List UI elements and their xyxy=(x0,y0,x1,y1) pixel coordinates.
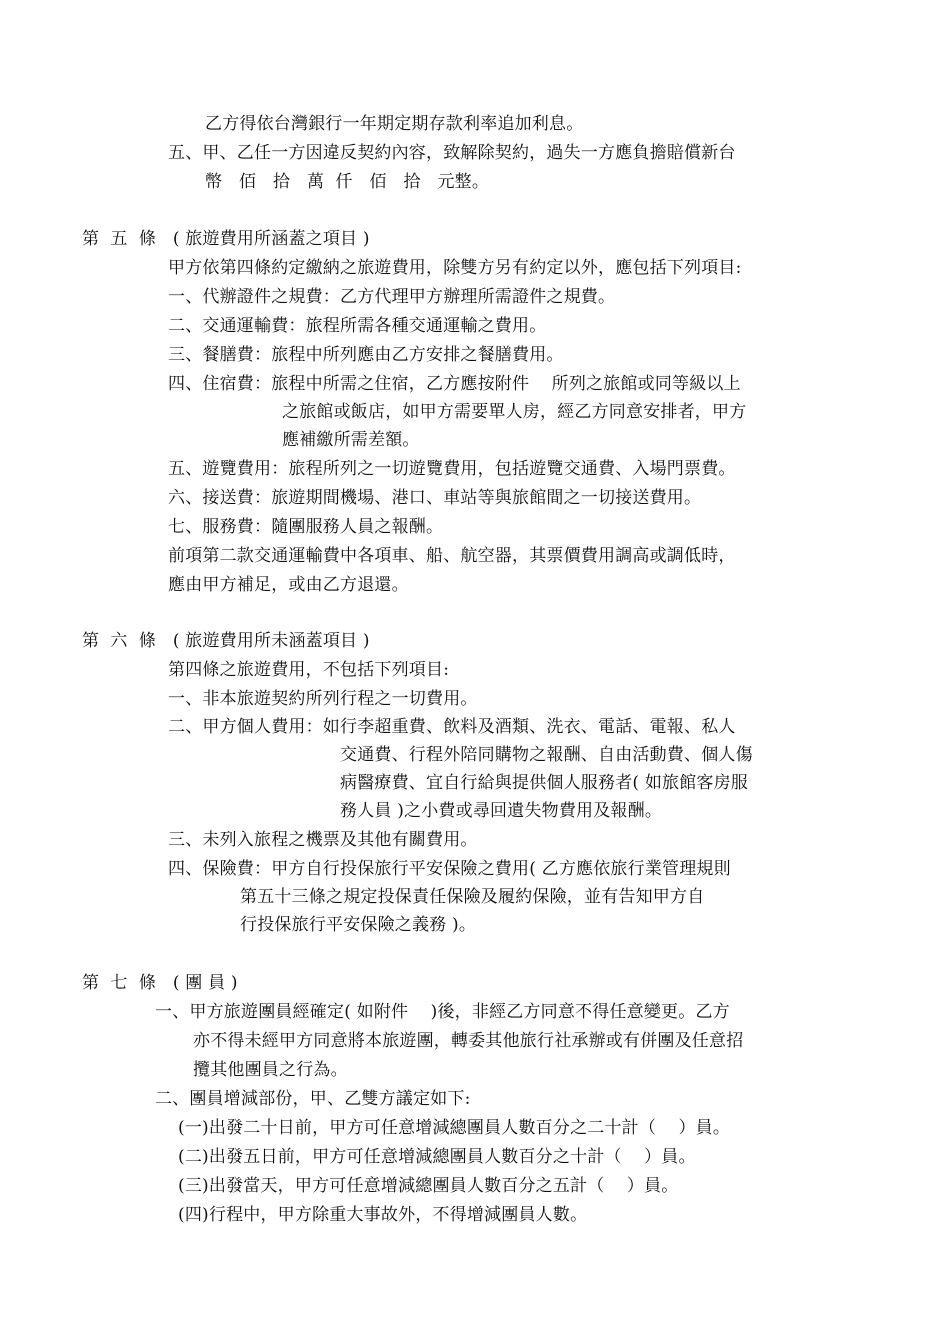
article-5-lead: 甲方依第四條約定繳納之旅遊費用，除雙方另有約定以外，應包括下列項目: xyxy=(168,258,742,278)
article-6-item-4: 四、保險費：甲方自行投保旅行平安保險之費用( 乙方應依旅行業管理規則 xyxy=(168,859,731,879)
article-7-sub-1: (一)出發二十日前，甲方可任意增減總團員人數百分之二十計（ ）員。 xyxy=(178,1118,731,1138)
article-5-item-6: 六、接送費：旅遊期間機場、港口、車站等與旅館間之一切接送費用。 xyxy=(168,488,702,508)
interest-clause-line: 乙方得依台灣銀行一年期定期存款利率追加利息。 xyxy=(205,114,584,134)
article-5-note-cont: 應由甲方補足，或由乙方退還。 xyxy=(168,575,409,595)
article-6-item-3: 三、未列入旅程之機票及其他有關費用。 xyxy=(168,830,478,850)
article-7-sub-4: (四)行程中，甲方除重大事故外，不得增減團員人數。 xyxy=(178,1205,588,1225)
article-7-sub-2: (二)出發五日前，甲方可任意增減總團員人數百分之十計（ ）員。 xyxy=(178,1147,696,1167)
article-6-item-2-cont: 務人員 )之小費或尋回遺失物費用及報酬。 xyxy=(340,801,663,821)
article-6-item-1: 一、非本旅遊契約所列行程之一切費用。 xyxy=(168,689,478,709)
article-5-item-5: 五、遊覽費用：旅程所列之一切遊覽費用，包括遊覽交通費、入場門票費。 xyxy=(168,459,736,479)
article-6-heading: 第 六 條 ( 旅遊費用所未涵蓋項目 ) xyxy=(82,631,370,651)
article-7-heading: 第 七 條 ( 團 員 ) xyxy=(82,973,238,993)
article-6-item-2-cont: 交通費、行程外陪同購物之報酬、自由活動費、個人傷 xyxy=(340,745,753,765)
article-5-heading: 第 五 條 ( 旅遊費用所涵蓋之項目 ) xyxy=(82,229,370,249)
article-5-item-4-cont: 應補繳所需差額。 xyxy=(282,430,420,450)
article-7-item-1-cont: 亦不得未經甲方同意將本旅遊團，轉委其他旅行社承辦或有併團及任意招 xyxy=(193,1031,744,1051)
article-5-item-3: 三、餐膳費：旅程中所列應由乙方安排之餐膳費用。 xyxy=(168,345,564,365)
article-5-item-2: 二、交通運輸費：旅程所需各種交通運輸之費用。 xyxy=(168,316,547,336)
article-6-item-2-cont: 病醫療費、宜自行給與提供個人服務者( 如旅館客房服 xyxy=(340,773,749,793)
article-5-item-7: 七、服務費：隨團服務人員之報酬。 xyxy=(168,517,444,537)
article-6-lead: 第四條之旅遊費用，不包括下列項目: xyxy=(168,660,450,680)
article-5-item-4: 四、住宿費：旅程中所需之住宿，乙方應按附件 所列之旅館或同等級以上 xyxy=(168,374,741,394)
article-6-item-2: 二、甲方個人費用：如行李超重費、飲料及酒類、洗衣、電話、電報、私人 xyxy=(168,717,736,737)
article-6-item-4-cont: 行投保旅行平安保險之義務 )。 xyxy=(240,915,477,935)
article-7-sub-3: (三)出發當天，甲方可任意增減總團員人數百分之五計（ ）員。 xyxy=(178,1176,679,1196)
article-7-item-1: 一、甲方旅遊團員經確定( 如附件 )後，非經乙方同意不得任意變更。乙方 xyxy=(155,1002,730,1022)
article-5-item-1: 一、代辦證件之規費：乙方代理甲方辦理所需證件之規費。 xyxy=(168,287,616,307)
breach-clause-line: 五、甲、乙任一方因違反契約內容，致解除契約，過失一方應負擔賠償新台 xyxy=(168,143,736,163)
compensation-amount-line: 幣 佰 拾 萬 仟 佰 拾 元整。 xyxy=(205,172,490,192)
article-7-item-2: 二、團員增減部份，甲、乙雙方議定如下: xyxy=(155,1089,471,1109)
article-7-item-1-cont: 攬其他團員之行為。 xyxy=(193,1060,348,1080)
article-5-item-4-cont: 之旅館或飯店，如甲方需要單人房，經乙方同意安排者，甲方 xyxy=(282,402,747,422)
article-5-note: 前項第二款交通運輸費中各項車、船、航空器，其票價費用調高或調低時， xyxy=(168,546,736,566)
article-6-item-4-cont: 第五十三條之規定投保責任保險及履約保險，並有告知甲方自 xyxy=(240,887,705,907)
